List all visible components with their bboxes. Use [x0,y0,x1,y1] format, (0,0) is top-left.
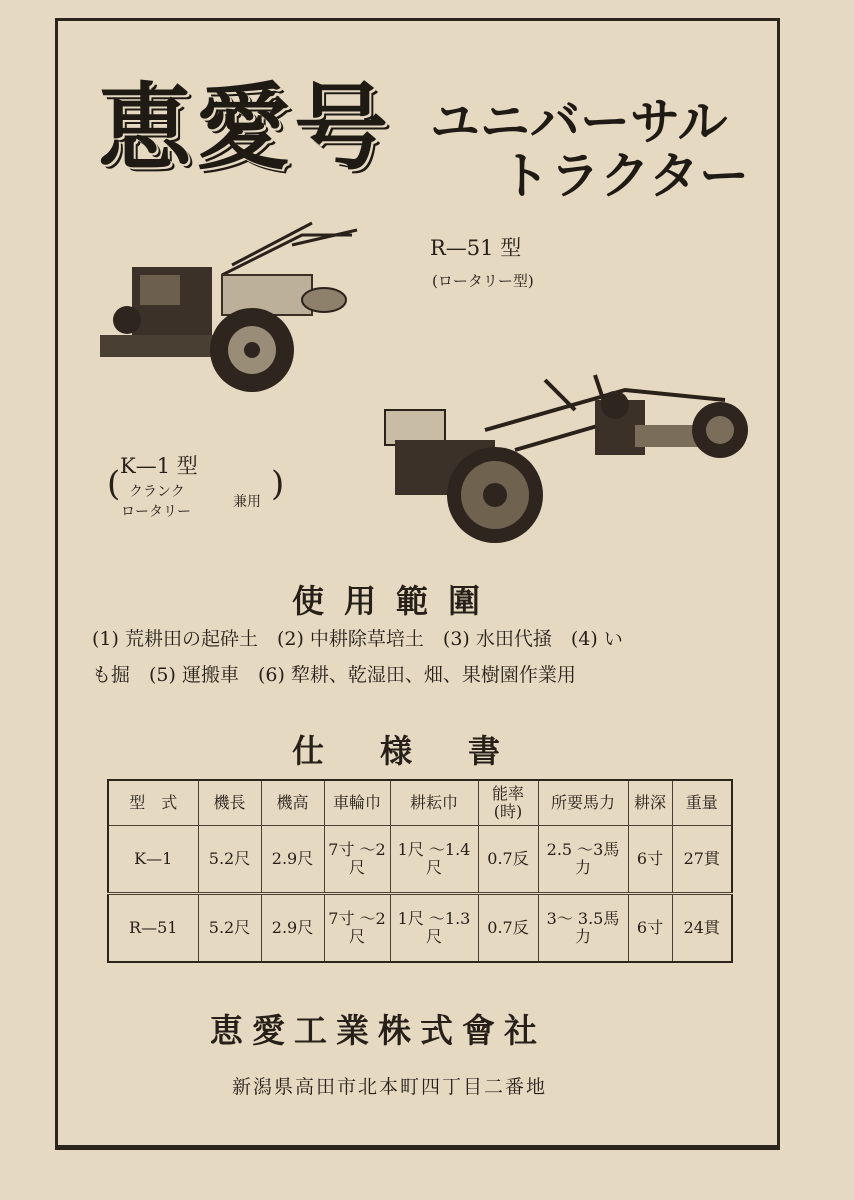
cell-model: R—51 [108,893,198,962]
cell-tilling-width: 1尺 ～1.3尺 [390,893,478,962]
cell-efficiency: 0.7反 [478,826,538,894]
col-header-height: 機高 [261,780,324,826]
table-row [108,826,732,894]
cell-wheel-width: 7寸 ～2尺 [324,893,390,962]
k1-model-name: K—1 型 [120,454,198,478]
spec-title: 仕様書 [292,732,557,770]
cell-horsepower: 2.5 ～3馬力 [538,826,628,894]
usage-line-1: (1) 荒耕田の起砕土 (2) 中耕除草培土 (3) 水田代掻 (4) い [92,628,623,650]
company-name: 恵愛工業株式會社 [210,1011,546,1050]
spec-table [107,779,733,963]
k1-tractor-photo [92,205,372,405]
col-header-weight: 重量 [672,780,732,826]
cell-wheel-width: 7寸 ～2尺 [324,826,390,894]
col-header-length: 機長 [198,780,261,826]
usage-line-2: も掘 (5) 運搬車 (6) 犂耕、乾湿田、畑、果樹園作業用 [92,664,576,686]
col-header-wheel-width: 車輪巾 [324,780,390,826]
col-header-efficiency: 能率(時) [478,780,538,826]
company-address: 新潟県高田市北本町四丁目二番地 [232,1076,548,1098]
headline-universal: ユニバーサル [430,93,728,151]
cell-length: 5.2尺 [198,826,261,894]
brand-name: 恵愛号 [98,74,393,183]
cell-length: 5.2尺 [198,893,261,962]
cell-weight: 24貫 [672,893,732,962]
col-header-depth: 耕深 [628,780,672,826]
cell-weight: 27貫 [672,826,732,894]
col-header-model: 型 式 [108,780,198,826]
cell-model: K—1 [108,826,198,894]
cell-efficiency: 0.7反 [478,893,538,962]
table-row [108,893,732,962]
k1-sub-line1: クランク [129,484,185,500]
headline-tractor: トラクター [500,147,749,205]
k1-sub-line2: ロータリー [121,504,191,520]
cell-height: 2.9尺 [261,893,324,962]
k1-paren-open: ( [107,464,121,504]
r51-model-name: R—51 型 [430,236,522,260]
cell-depth: 6寸 [628,893,672,962]
cell-height: 2.9尺 [261,826,324,894]
spec-header-row [108,780,732,826]
col-header-tilling-width: 耕耘巾 [390,780,478,826]
cell-depth: 6寸 [628,826,672,894]
cell-tilling-width: 1尺 ～1.4尺 [390,826,478,894]
col-header-horsepower: 所要馬力 [538,780,628,826]
k1-sub-suffix: 兼用 [233,494,261,510]
usage-title: 使用範圍 [292,582,501,620]
r51-tractor-photo [365,370,760,545]
cell-horsepower: 3～ 3.5馬力 [538,893,628,962]
k1-paren-close: ) [271,464,285,504]
r51-model-type: (ロータリー型) [432,272,534,290]
